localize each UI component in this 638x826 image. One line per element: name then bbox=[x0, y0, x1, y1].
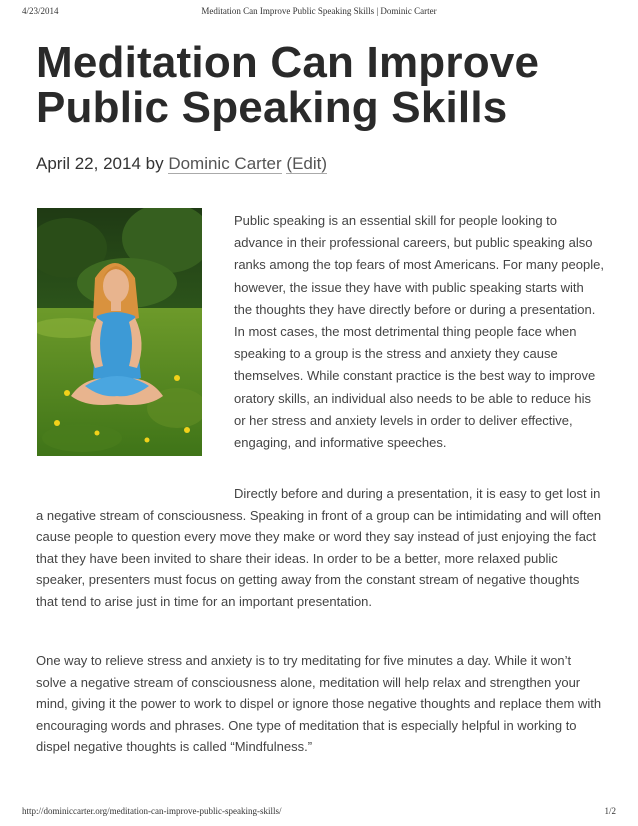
article-paragraph-3: One way to relieve stress and anxiety is to try meditating for five minutes a day. While it won’t solve a negative stream of consciousness alone, meditation will help relax and strengthen your mind, giving it the power to work to dispel or ignore those negative thoughts and replace them with encouraging words and phrases. One type of meditation that is especially helpful in working to dispel negative thoughts is called “Mindfulness.” bbox=[36, 653, 602, 755]
print-page-title: Meditation Can Improve Public Speaking Skills | Dominic Carter bbox=[201, 6, 437, 16]
article-paragraph-1: Public speaking is an essential skill for people looking to advance in their professional careers, but public speaking also ranks among the top fears of most Americans. For many people, however, the issue they have with public speaking starts with the thoughts they have directly before or during a presentation. In most cases, the most detrimental thing people face when speaking to a group is the stress and anxiety they cause themselves. While constant practice is the best way to improve oratory skills, an individual also needs to be able to reduce his or her stress and anxiety levels in order to deliver effective, engaging, and informative speeches. bbox=[234, 213, 604, 451]
byline-date: April 22, 2014 by bbox=[36, 154, 169, 173]
author-link[interactable]: Dominic Carter bbox=[168, 154, 282, 173]
article-title bbox=[36, 40, 626, 130]
print-footer bbox=[22, 806, 616, 818]
meditation-photo bbox=[37, 208, 202, 456]
print-url: http://dominiccarter.org/meditation-can-improve-public-speaking-skills/ bbox=[22, 806, 282, 816]
article-paragraph-2: Directly before and during a presentation, it is easy to get lost in a negative stream of consciousness. Speaking in front of a group can be intimidating and will often cause people to question every move they make or word they say instead of just enjoying the fact that they have been invited to share their ideas. In order to be a better, more relaxed public speaker, presenters must focus on getting away from the constant stream of negative thoughts that tend to arise just in time for an important presentation. bbox=[36, 486, 602, 609]
edit-link[interactable]: (Edit) bbox=[286, 154, 328, 173]
print-header bbox=[22, 6, 616, 18]
print-page-number: 1/2 bbox=[604, 806, 616, 816]
article-title-line1: Meditation Can Improve bbox=[36, 38, 540, 87]
article-title-line2: Public Speaking Skills bbox=[36, 83, 508, 132]
print-date: 4/23/2014 bbox=[22, 6, 59, 16]
article-byline bbox=[36, 154, 327, 174]
